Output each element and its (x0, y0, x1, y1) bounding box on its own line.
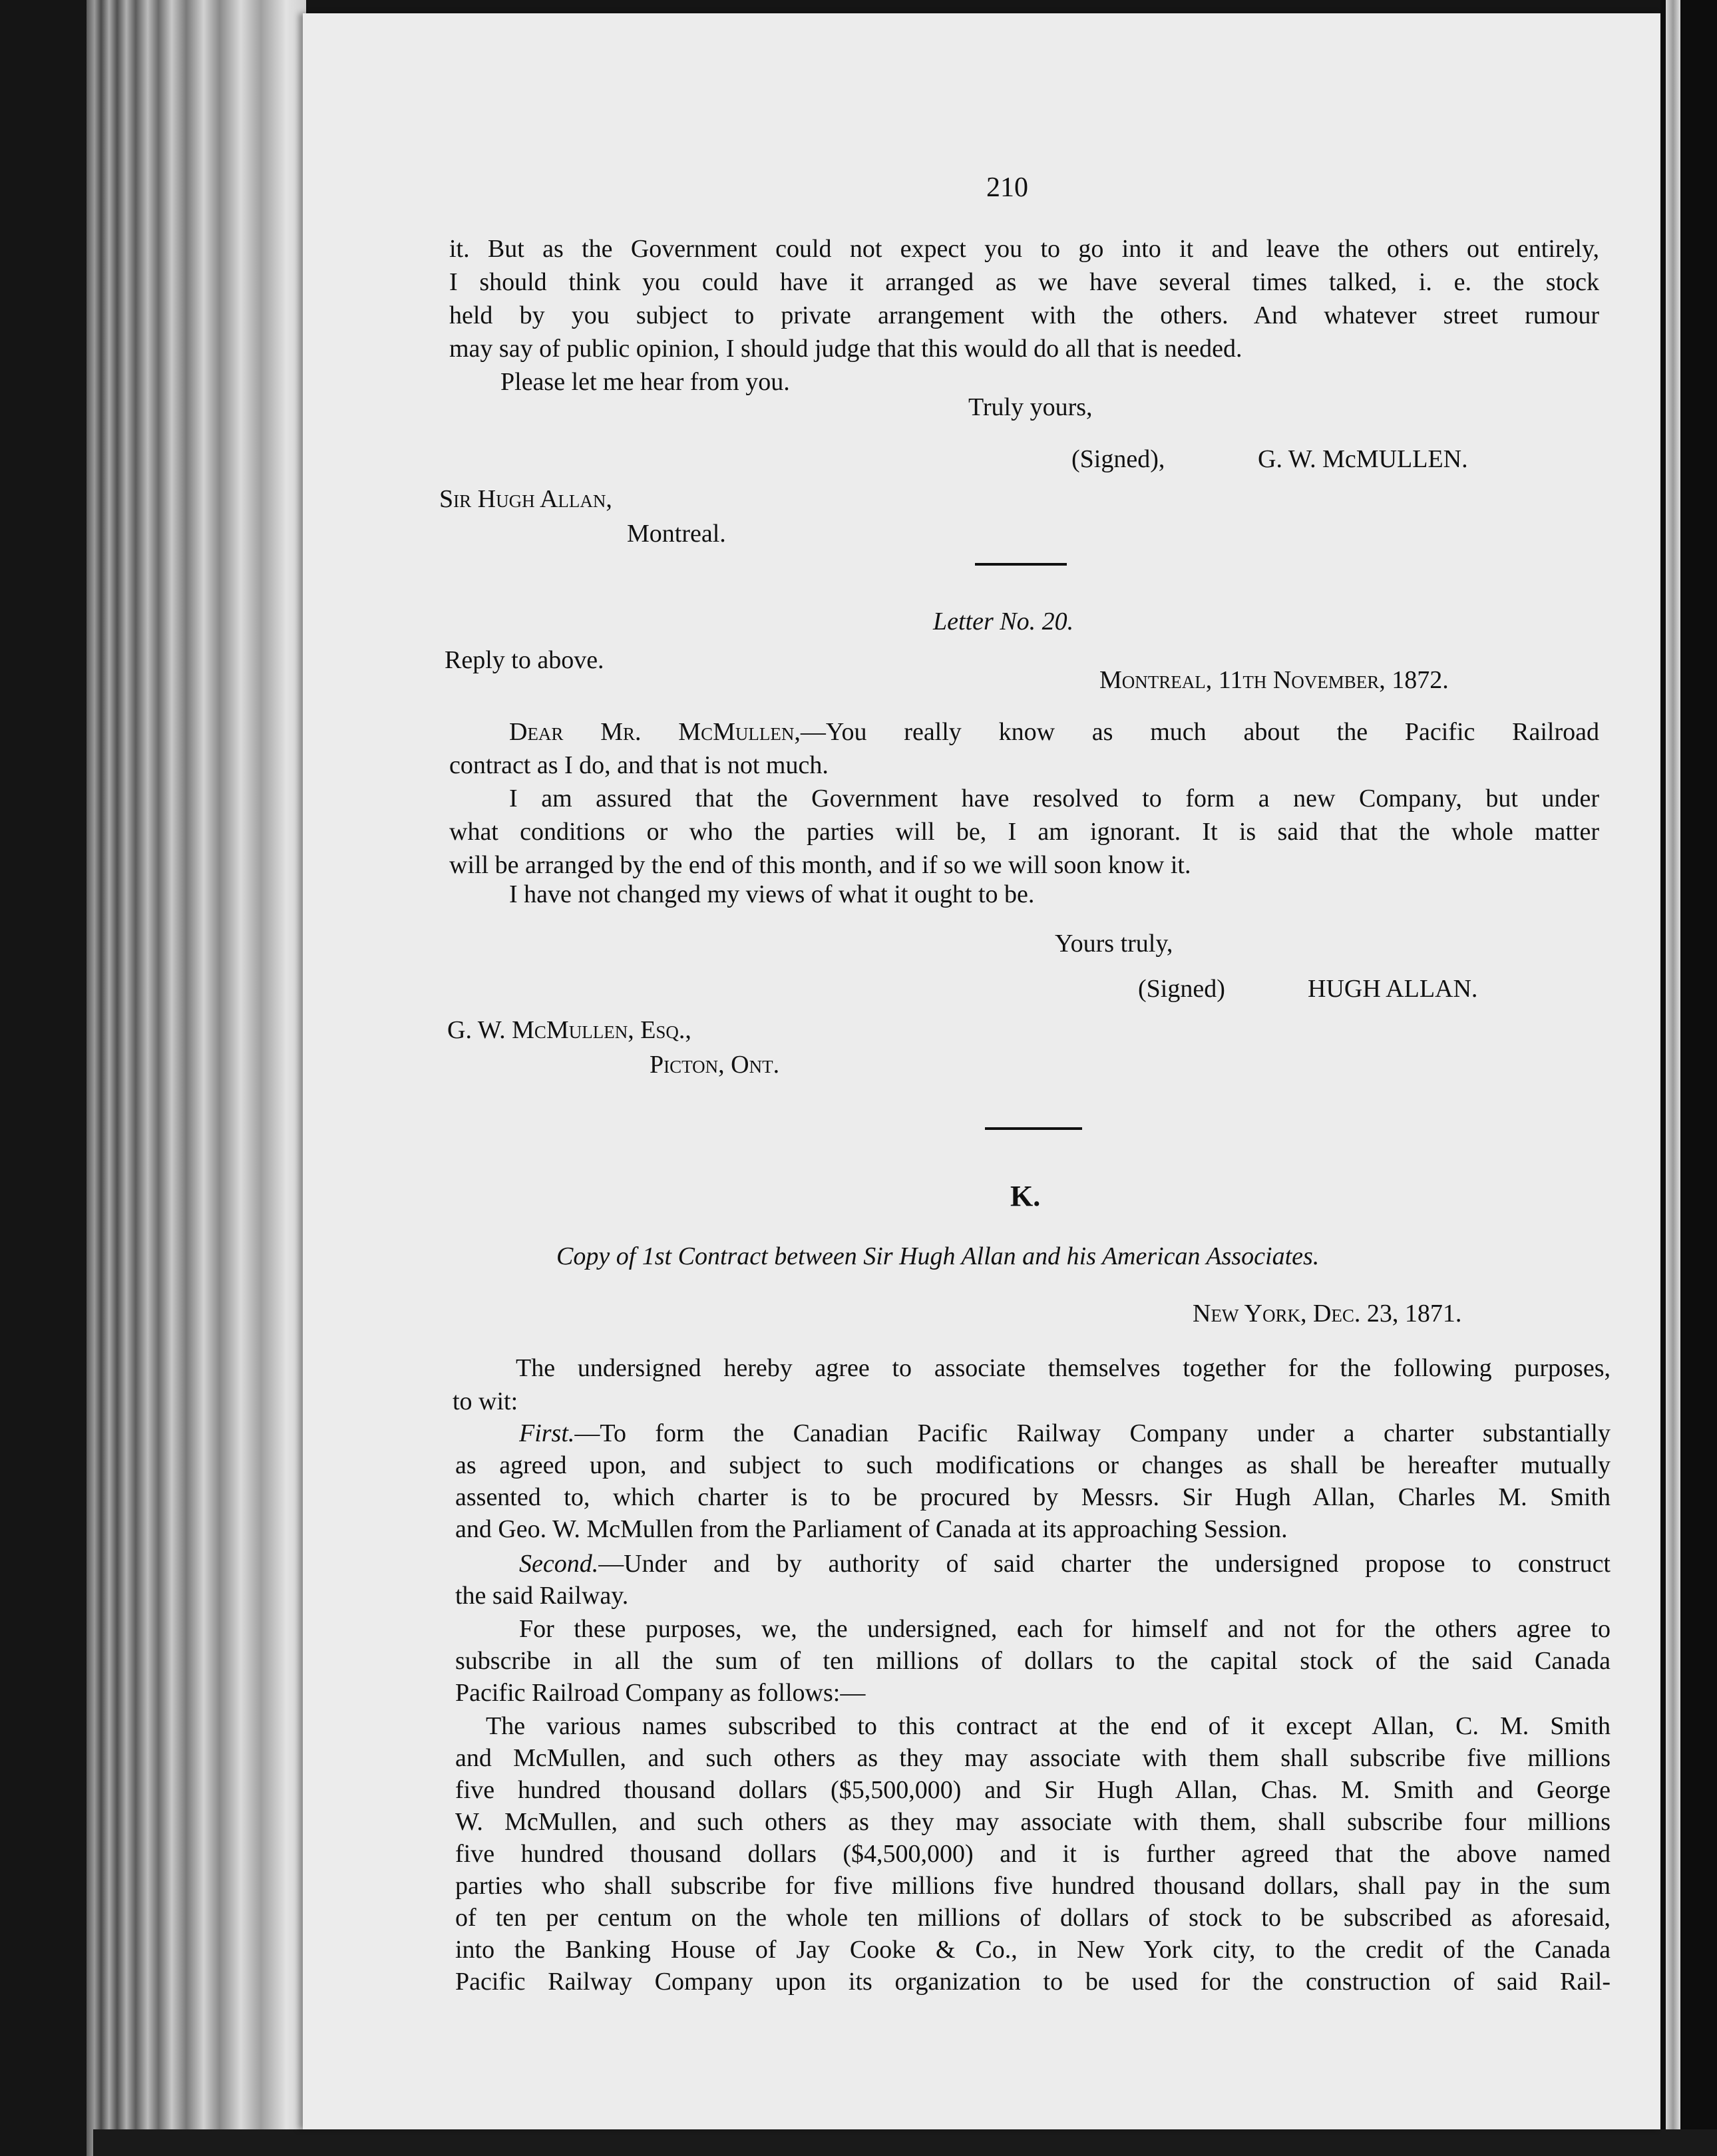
salutation: Dear Mr. McMullen, (509, 718, 801, 746)
text-line: of ten per centum on the whole ten millions of dollars of stock to be subscribed as aforesaid, (455, 1904, 1611, 1932)
text-line: the said Railway. (455, 1582, 629, 1610)
addressee-name: Sir Hugh Allan, (439, 485, 612, 513)
section-heading: K. (1010, 1180, 1041, 1212)
text-line: subscribe in all the sum of ten millions of dollars to the capital stock of the said Canada (455, 1647, 1611, 1675)
book-page-edges (87, 0, 306, 2156)
request-line: Please let me hear from you. (500, 368, 790, 396)
clause-label: First. (519, 1419, 575, 1447)
text-line: parties who shall subscribe for five millions five hundred thousand dollars, shall pay in the sum (455, 1872, 1611, 1900)
paragraph-start: —You really know as much about the Pacific Railroad (800, 718, 1599, 746)
text-line: and Geo. W. McMullen from the Parliament of Canada at its approaching Session. (455, 1515, 1288, 1543)
separator-rule (985, 1127, 1082, 1130)
text-line (509, 717, 1599, 747)
signature: G. W. McMULLEN. (1258, 445, 1468, 473)
closing: Yours truly, (1055, 930, 1173, 958)
clause-text: —To form the Canadian Pacific Railway Company under a charter substantially (574, 1419, 1611, 1447)
separator-rule (975, 563, 1067, 566)
text-line: into the Banking House of Jay Cooke & Co., in New York city, to the credit of the Canada (455, 1936, 1611, 1964)
text-line: The undersigned hereby agree to associate themselves together for the following purposes, (516, 1354, 1611, 1382)
text-line: W. McMullen, and such others as they may associate with them, shall subscribe four millions (455, 1808, 1611, 1836)
letter-note: Reply to above. (445, 646, 604, 674)
scan-bottom-margin (93, 2129, 1717, 2156)
text-line: held by you subject to private arrangement with the others. And whatever street rumour (449, 301, 1599, 329)
clause-text: —Under and by authority of said charter the undersigned propose to construct (598, 1550, 1611, 1578)
text-line: and McMullen, and such others as they may associate with them shall subscribe five millions (455, 1744, 1611, 1772)
signed-label: (Signed), (1071, 445, 1165, 473)
text-line: I should think you could have it arranged as we have several times talked, i. e. the stock (449, 268, 1599, 296)
text-line: assented to, which charter is to be procured by Messrs. Sir Hugh Allan, Charles M. Smith (455, 1483, 1611, 1511)
text-line: I have not changed my views of what it ought to be. (509, 880, 1035, 908)
addressee-place: Montreal. (627, 520, 726, 548)
signed-label: (Signed) (1138, 975, 1225, 1003)
addressee-place: Picton, Ont. (650, 1051, 780, 1079)
dateline: New York, Dec. 23, 1871. (1193, 1300, 1462, 1328)
closing: Truly yours, (968, 393, 1093, 421)
clause-label: Second. (519, 1550, 599, 1578)
section-title: Copy of 1st Contract between Sir Hugh Allan and his American Associates. (556, 1242, 1320, 1270)
text-line: For these purposes, we, the undersigned, each for himself and not for the others agree to (519, 1615, 1611, 1643)
scan-right-margin (1660, 0, 1717, 2156)
text-line: I am assured that the Government have resolved to form a new Company, but under (509, 785, 1599, 812)
page-number: 210 (986, 172, 1028, 203)
text-line: to wit: (453, 1387, 518, 1415)
text-line: Pacific Railroad Company as follows:— (455, 1679, 866, 1707)
text-line (519, 1549, 1611, 1578)
dateline: Montreal, 11th November, 1872. (1099, 666, 1449, 694)
text-line (519, 1419, 1611, 1448)
addressee-name: G. W. McMullen, Esq., (447, 1016, 691, 1044)
text-line: five hundred thousand dollars ($5,500,000) and Sir Hugh Allan, Chas. M. Smith and George (455, 1776, 1611, 1804)
text-line: what conditions or who the parties will be, I am ignorant. It is said that the whole matter (449, 818, 1599, 846)
signature: HUGH ALLAN. (1308, 975, 1478, 1003)
text-line: may say of public opinion, I should judge that this would do all that is needed. (449, 335, 1242, 363)
text-line: Pacific Railway Company upon its organization to be used for the construction of said Rail- (455, 1968, 1611, 1996)
text-line: it. But as the Government could not expect you to go into it and leave the others out entirely, (449, 235, 1599, 263)
text-line: will be arranged by the end of this month, and if so we will soon know it. (449, 851, 1191, 879)
text-line: five hundred thousand dollars ($4,500,000) and it is further agreed that the above named (455, 1840, 1611, 1868)
text-line: contract as I do, and that is not much. (449, 751, 829, 779)
letter-title: Letter No. 20. (933, 608, 1074, 635)
text-line: The various names subscribed to this contract at the end of it except Allan, C. M. Smith (486, 1712, 1611, 1740)
text-line: as agreed upon, and subject to such modifications or changes as shall be hereafter mutually (455, 1451, 1611, 1479)
